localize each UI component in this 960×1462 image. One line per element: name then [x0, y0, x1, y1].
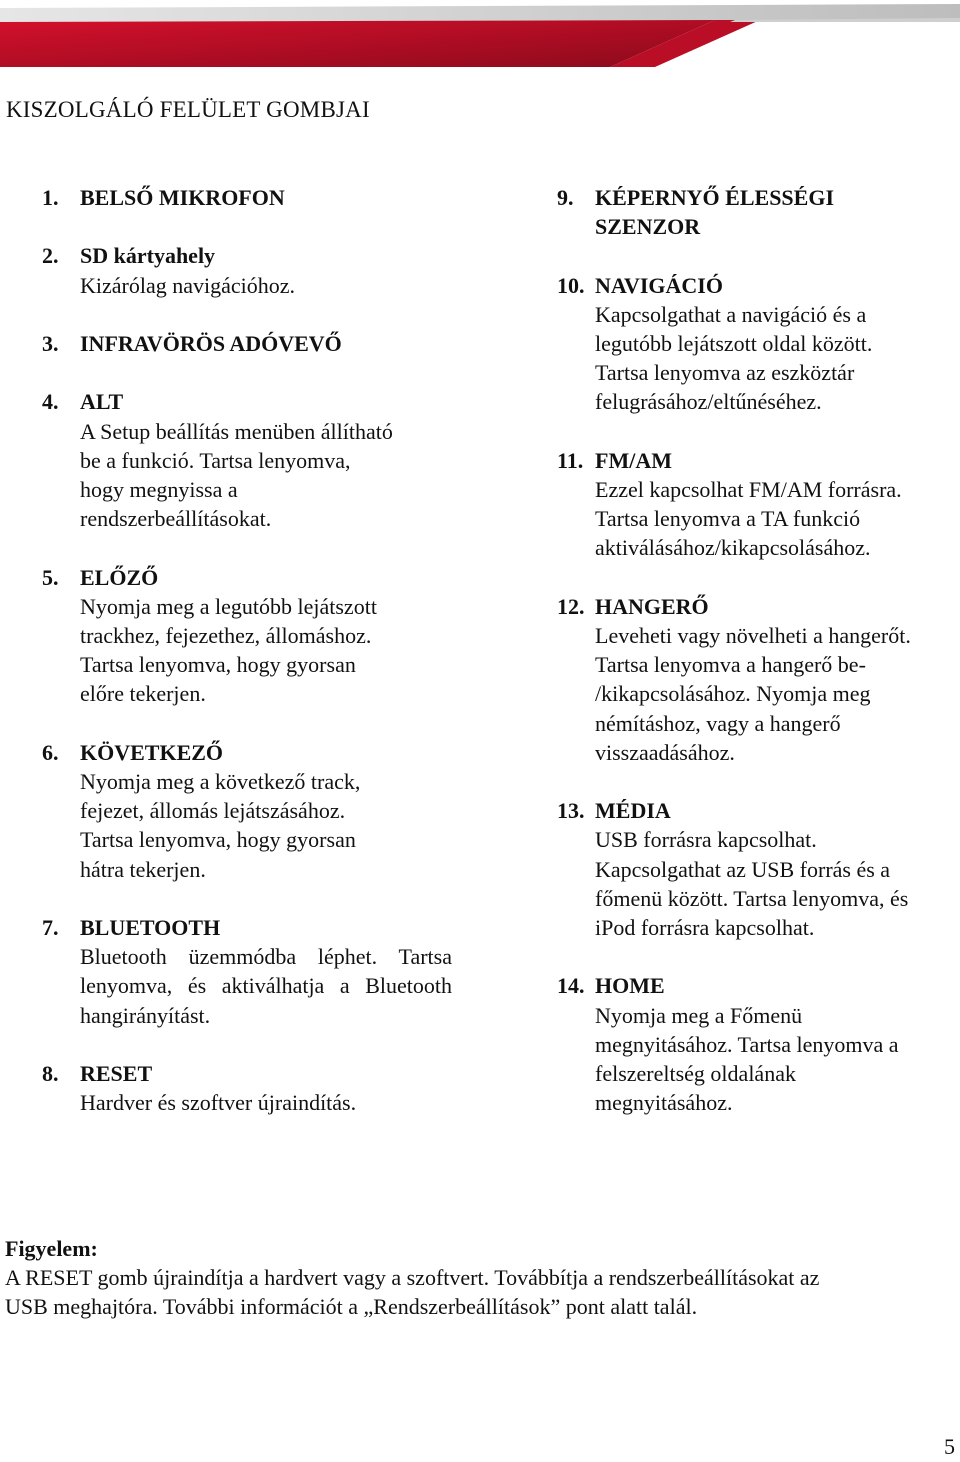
item-number: 10. [557, 272, 585, 298]
item-body [595, 796, 959, 942]
item-description: Leveheti vagy növelheti a hangerőt. Tartsa lenyomva a hangerő be- /kikapcsolásához. Nyomja meg némításhoz, vagy a hangerő visszaadásához. [595, 623, 911, 765]
item-number: 4. [42, 389, 59, 415]
item-description: Kizárólag navigációhoz. [80, 272, 296, 298]
item-body [80, 183, 452, 212]
item-body [80, 913, 452, 1030]
item-title: KÉPERNYŐ ÉLESSÉGI SZENZOR [595, 185, 835, 240]
item-title: ELŐZŐ [80, 564, 159, 590]
list-item [557, 796, 959, 942]
list-item [557, 271, 959, 417]
item-title: BELSŐ MIKROFON [80, 185, 285, 210]
item-title: KÖVETKEZŐ [80, 739, 224, 765]
page-number: 5 [944, 1434, 955, 1459]
list-item [42, 563, 452, 709]
list-item [42, 183, 452, 212]
item-number: 2. [42, 243, 59, 269]
item-description: A Setup beállítás menüben állítható be a funkció. Tartsa lenyomva, hogy megnyissa a rendszerbeállításokat. [80, 418, 393, 532]
item-description: USB forrásra kapcsolhat. Kapcsolgathat az USB forrás és a főmenü között. Tartsa lenyomva, és iPod forrásra kapcsolhat. [595, 827, 909, 941]
item-number: 7. [42, 914, 59, 940]
item-number: 13. [557, 798, 585, 824]
item-title: ALT [80, 389, 124, 415]
header-banner [0, 0, 960, 72]
notice-title: Figyelem: [5, 1236, 98, 1261]
item-body [595, 183, 959, 241]
item-number: 6. [42, 739, 59, 765]
item-description: Nyomja meg a legutóbb lejátszott trackhez, fejezethez, állomáshoz. Tartsa lenyomva, hogy gyorsan előre tekerjen. [80, 593, 377, 707]
item-number: 1. [42, 185, 59, 210]
list-item [557, 446, 959, 563]
item-title: BLUETOOTH [80, 914, 221, 940]
left-column [42, 183, 452, 1147]
item-description: Kapcsolgathat a navigáció és a legutóbb lejátszott oldal között. Tartsa lenyomva az eszköztár felugrásához/eltűnéséhez. [595, 301, 873, 415]
item-title: HOME [595, 973, 665, 999]
list-item [557, 592, 959, 767]
item-title: SD kártyahely [80, 243, 216, 269]
page-heading: KISZOLGÁLÓ FELÜLET GOMBJAI [6, 97, 370, 122]
list-item [557, 971, 959, 1117]
item-body [80, 387, 452, 533]
item-number: 12. [557, 593, 585, 619]
item-title: NAVIGÁCIÓ [595, 272, 723, 298]
item-description: Bluetooth üzemmódba léphet. Tartsa lenyomva, és aktiválhatja a Bluetooth hangirányítást. [80, 944, 452, 1028]
item-title: HANGERŐ [595, 593, 709, 619]
item-number: 8. [42, 1060, 59, 1086]
item-description: Nyomja meg a következő track, fejezet, állomás lejátszásához. Tartsa lenyomva, hogy gyorsan hátra tekerjen. [80, 768, 361, 882]
list-item [557, 183, 959, 241]
item-body [595, 446, 959, 563]
item-description: Nyomja meg a Főmenü megnyitásához. Tartsa lenyomva a felszereltség oldalának megnyitásához. [595, 1002, 899, 1116]
item-number: 5. [42, 564, 59, 590]
list-item [42, 329, 452, 358]
item-title: FM/AM [595, 447, 672, 473]
item-body [595, 271, 959, 417]
list-item [42, 241, 452, 299]
list-item [42, 913, 452, 1030]
notice-box [5, 1234, 960, 1322]
item-body [80, 563, 452, 709]
item-description: Hardver és szoftver újraindítás. [80, 1090, 357, 1116]
list-item [42, 1059, 452, 1117]
item-number: 11. [557, 447, 584, 473]
item-body [595, 592, 959, 767]
item-body [80, 241, 452, 299]
item-number: 14. [557, 973, 585, 999]
item-title: INFRAVÖRÖS ADÓVEVŐ [80, 330, 342, 356]
item-title: MÉDIA [595, 798, 671, 824]
item-body [80, 738, 452, 884]
item-description: Ezzel kapcsolhat FM/AM forrásra. Tartsa lenyomva a TA funkció aktiválásához/kikapcsolásához. [595, 477, 902, 561]
item-number: 9. [557, 185, 574, 210]
item-body [80, 1059, 452, 1117]
notice-text: A RESET gomb újraindítja a hardvert vagy a szoftvert. Továbbítja a rendszerbeállításokat az USB meghajtóra. További információt a „Rendszerbeállítások” pont alatt talál. [5, 1265, 820, 1320]
item-number: 3. [42, 330, 59, 356]
list-item [42, 738, 452, 884]
right-column [557, 183, 959, 1147]
item-body [80, 329, 452, 358]
list-item [42, 387, 452, 533]
item-title: RESET [80, 1060, 153, 1086]
item-body [595, 971, 959, 1117]
